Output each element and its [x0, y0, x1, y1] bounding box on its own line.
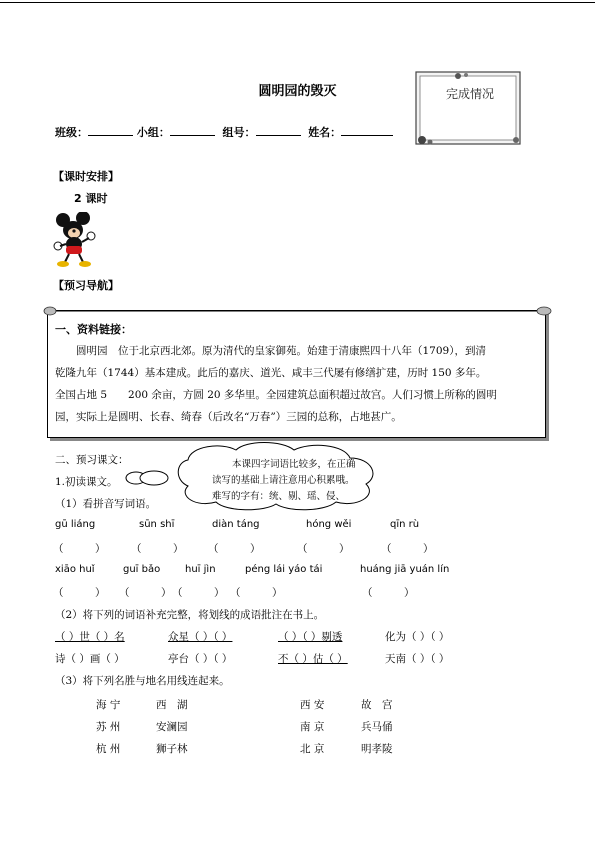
match-site-shizilin[interactable]: 狮子林: [156, 743, 188, 755]
idiom-fill-6[interactable]: 亭台（ ）（ ）: [168, 653, 233, 665]
pinyin-1: gū liáng: [55, 519, 96, 530]
match-place-suzhou[interactable]: 苏 州: [96, 721, 121, 733]
match-site-xihu[interactable]: 西 湖: [156, 699, 188, 711]
first-read-label: 1.初读课文。: [55, 476, 118, 488]
answer-box-7[interactable]: （ ）: [119, 587, 172, 599]
pinyin-7: guī bǎo: [123, 564, 161, 575]
match-site-bingmayong[interactable]: 兵马俑: [361, 721, 393, 733]
match-place-xian[interactable]: 西 安: [300, 699, 325, 711]
team-label: 组号：: [222, 126, 256, 139]
cloud-line-2: 读写的基础上请注意用心积累哦。: [212, 475, 355, 486]
fill-words-question: （2）将下列的词语补充完整，将划线的成语批注在书上。: [55, 609, 325, 621]
pinyin-6: xiāo huǐ: [55, 564, 95, 575]
idiom-fill-4[interactable]: 化为（ ）（ ）: [385, 631, 450, 643]
resource-line-2: 乾隆九年（1744）基本建成。此后的嘉庆、道光、咸丰三代屡有修缮扩建，历时 150 多年。: [55, 367, 487, 379]
idiom-fill-5[interactable]: 诗（ ）画（ ）: [55, 653, 125, 665]
team-blank[interactable]: [256, 124, 301, 136]
preview-nav-heading: 【预习导航】: [53, 279, 119, 292]
match-place-beijing[interactable]: 北 京: [300, 743, 325, 755]
match-place-hangzhou[interactable]: 杭 州: [96, 743, 121, 755]
pinyin-4: hóng wěi: [306, 519, 352, 530]
page-title: 圆明园的毁灭: [258, 84, 337, 99]
idiom-fill-1[interactable]: （ ）世（ ）名: [55, 631, 125, 643]
class-label: 班级：: [55, 126, 88, 139]
answer-box-2[interactable]: （ ）: [131, 543, 184, 555]
resource-line-1: 圆明园 位于北京西北郊。原为清代的皇家御苑。始建于清康熙四十八年（1709），到清: [76, 345, 486, 357]
resource-link-text: [55, 340, 540, 428]
stamp-label: 完成情况: [445, 87, 494, 101]
pinyin-8: huī jìn: [185, 564, 216, 575]
cloud-line-1: 本课四字词语比较多，在正确: [232, 459, 356, 470]
idiom-fill-7[interactable]: 不（ ）估（ ）: [278, 653, 348, 665]
cloud-line-3: 难写的字有：统、剔、瑶、侵、: [212, 491, 346, 502]
answer-box-1[interactable]: （ ）: [53, 543, 106, 555]
answer-box-3[interactable]: （ ）: [208, 543, 261, 555]
answer-box-4[interactable]: （ ）: [297, 543, 350, 555]
match-place-haining[interactable]: 海 宁: [96, 699, 121, 711]
name-label: 姓名：: [308, 126, 342, 139]
pinyin-5: qīn rù: [390, 519, 420, 530]
group-label: 小组：: [136, 126, 170, 139]
answer-box-9[interactable]: （ ）: [230, 587, 283, 599]
pinyin-3: diàn táng: [212, 519, 260, 530]
pinyin-9: péng lái yáo tái: [245, 564, 323, 575]
resource-line-4: 园，实际上是圆明、长春、绮春（后改名“万春”）三园的总称，占地甚广。: [55, 411, 402, 423]
pinyin-10: huáng jiā yuán lín: [360, 564, 450, 575]
preview-text-heading: 二、预习课文：: [55, 454, 129, 466]
group-blank[interactable]: [170, 124, 215, 136]
schedule-heading: 【课时安排】: [53, 170, 119, 183]
top-rule: [0, 2, 595, 3]
class-blank[interactable]: [88, 124, 133, 136]
resource-line-3: 全国占地 5 200 余亩，方圆 20 多华里。全园建筑总面积超过故宫。人们习惯上所称的圆明: [55, 389, 497, 401]
match-site-anlanyuan[interactable]: 安澜园: [156, 721, 188, 733]
pinyin-2: sūn shī: [139, 519, 175, 530]
name-blank[interactable]: [341, 124, 393, 136]
matching-question: （3）将下列名胜与地名用线连起来。: [55, 675, 230, 687]
schedule-value: 2 课时: [74, 192, 108, 205]
pinyin-question: （1）看拼音写词语。: [55, 498, 157, 510]
answer-box-10[interactable]: （ ）: [362, 587, 415, 599]
idiom-fill-2[interactable]: 众星（ ）（ ）: [168, 631, 233, 643]
match-site-gugong[interactable]: 故 宫: [361, 699, 393, 711]
idiom-fill-8[interactable]: 天南（ ）（ ）: [385, 653, 450, 665]
answer-box-5[interactable]: （ ）: [381, 543, 434, 555]
resource-link-heading: 一、资料链接：: [55, 323, 132, 336]
scroll-top-decoration: [42, 304, 554, 318]
answer-box-8[interactable]: （ ）: [172, 587, 225, 599]
completion-stamp: [414, 70, 524, 148]
student-info-row: [55, 124, 393, 140]
answer-box-6[interactable]: （ ）: [53, 587, 106, 599]
mickey-mouse-icon: [53, 212, 99, 268]
match-site-mingxiaoling[interactable]: 明孝陵: [361, 743, 393, 755]
idiom-fill-3[interactable]: （ ）（ ）剔透: [278, 631, 343, 643]
match-place-nanjing[interactable]: 南 京: [300, 721, 325, 733]
